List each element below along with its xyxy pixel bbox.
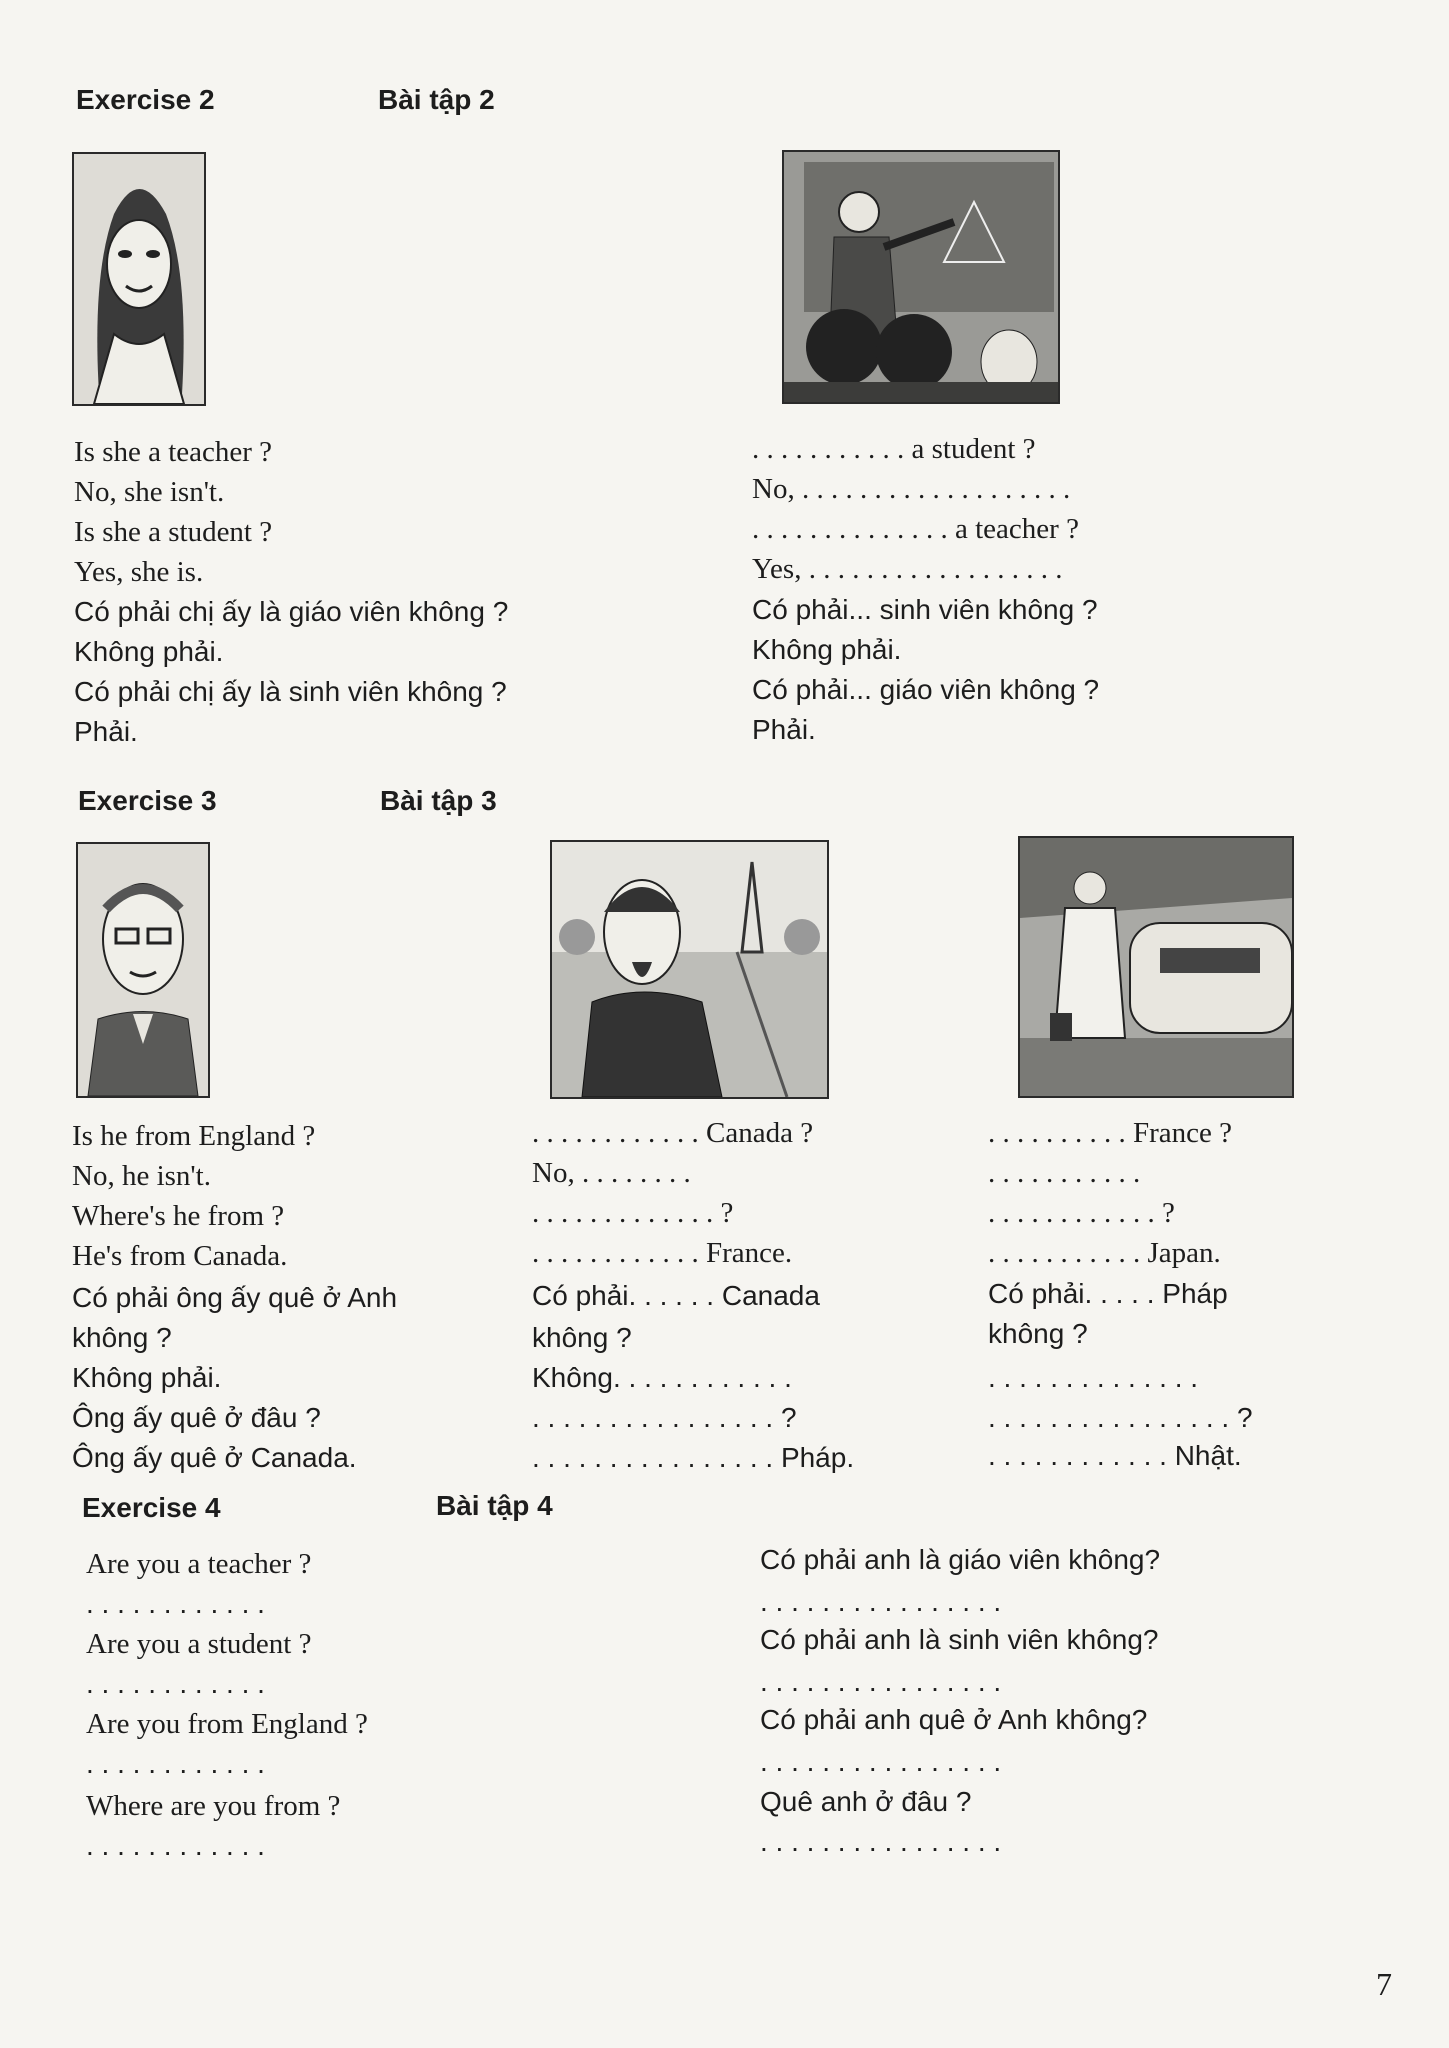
ex2-left-line: Có phải chị ấy là sinh viên không ? xyxy=(74,676,507,707)
ex4-left-question: Are you a teacher ? xyxy=(86,1548,312,1580)
ex2-right-line: Phải. xyxy=(752,714,816,745)
ex3-col1-line: Ông ấy quê ở đâu ? xyxy=(72,1402,321,1433)
woman-train-station-image xyxy=(1018,836,1294,1098)
ex4-right-answer-blank: . . . . . . . . . . . . . . . . xyxy=(760,1586,1002,1617)
ex2-right-line: . . . . . . . . . . . . . . a teacher ? xyxy=(752,513,1079,545)
ex2-left-line: Có phải chị ấy là giáo viên không ? xyxy=(74,596,509,627)
ex3-col2-line: Có phải. . . . . . Canada xyxy=(532,1280,820,1311)
exercise-4-heading: Exercise 4 xyxy=(82,1492,221,1523)
ex3-col3-line: . . . . . . . . . . . . . . xyxy=(988,1362,1199,1393)
ex3-col1-line: Ông ấy quê ở Canada. xyxy=(72,1442,357,1473)
ex2-right-line: No, . . . . . . . . . . . . . . . . . . . xyxy=(752,473,1071,505)
ex3-col1-line: Where's he from ? xyxy=(72,1200,285,1232)
classroom-teacher-image xyxy=(782,150,1060,404)
ex3-col2-line: . . . . . . . . . . . . . . . . Pháp. xyxy=(532,1442,855,1473)
ex3-col3-line: Có phải. . . . . Pháp xyxy=(988,1278,1228,1309)
ex3-col2-line: . . . . . . . . . . . . . . . . ? xyxy=(532,1402,797,1433)
ex4-left-question: Are you a student ? xyxy=(86,1628,312,1660)
ex3-col1-line: không ? xyxy=(72,1322,172,1353)
ex3-col1-line: He's from Canada. xyxy=(72,1240,288,1272)
ex4-right-answer-blank: . . . . . . . . . . . . . . . . xyxy=(760,1666,1002,1697)
ex3-col2-line: Không. . . . . . . . . . . . xyxy=(532,1362,792,1393)
ex2-left-line: No, she isn't. xyxy=(74,476,225,508)
ex4-right-question: Có phải anh là giáo viên không? xyxy=(760,1544,1161,1575)
ex4-left-answer-blank: . . . . . . . . . . . . xyxy=(86,1668,265,1699)
ex2-right-line: . . . . . . . . . . . a student ? xyxy=(752,433,1036,465)
man-glasses-portrait-image xyxy=(76,842,210,1098)
exercise-3-heading-vn: Bài tập 3 xyxy=(380,785,497,816)
ex4-right-question: Có phải anh là sinh viên không? xyxy=(760,1624,1159,1655)
ex3-col1-line: No, he isn't. xyxy=(72,1160,211,1192)
ex4-left-answer-blank: . . . . . . . . . . . . xyxy=(86,1748,265,1779)
exercise-2-heading-vn: Bài tập 2 xyxy=(378,84,495,115)
woman-portrait-image xyxy=(72,152,206,406)
ex3-col1-line: Is he from England ? xyxy=(72,1120,316,1152)
ex3-col3-line: . . . . . . . . . . . xyxy=(988,1157,1141,1189)
ex2-right-line: Có phải... sinh viên không ? xyxy=(752,594,1098,625)
ex3-col2-line: . . . . . . . . . . . . Canada ? xyxy=(532,1117,814,1149)
ex3-col3-line: . . . . . . . . . . . . ? xyxy=(988,1197,1175,1229)
ex3-col2-line: không ? xyxy=(532,1322,632,1353)
ex4-left-answer-blank: . . . . . . . . . . . . xyxy=(86,1830,265,1861)
ex2-right-line: Có phải... giáo viên không ? xyxy=(752,674,1100,705)
ex4-left-question: Are you from England ? xyxy=(86,1708,368,1740)
ex3-col3-line: . . . . . . . . . . . . Nhật. xyxy=(988,1440,1242,1471)
ex2-right-line: Không phải. xyxy=(752,634,902,665)
exercise-4-heading-vn: Bài tập 4 xyxy=(436,1490,553,1521)
ex3-col3-line: . . . . . . . . . . . Japan. xyxy=(988,1237,1221,1269)
ex3-col3-line: không ? xyxy=(988,1318,1088,1349)
ex4-right-answer-blank: . . . . . . . . . . . . . . . . xyxy=(760,1826,1002,1857)
page-number: 7 xyxy=(1376,1966,1392,2002)
ex4-left-answer-blank: . . . . . . . . . . . . xyxy=(86,1588,265,1619)
ex4-left-question: Where are you from ? xyxy=(86,1790,341,1822)
ex2-left-line: Is she a student ? xyxy=(74,516,273,548)
ex3-col1-line: Không phải. xyxy=(72,1362,222,1393)
ex2-right-line: Yes, . . . . . . . . . . . . . . . . . . xyxy=(752,553,1063,585)
ex3-col3-line: . . . . . . . . . . . . . . . . ? xyxy=(988,1402,1253,1433)
ex3-col2-line: . . . . . . . . . . . . . ? xyxy=(532,1197,734,1229)
ex2-left-line: Yes, she is. xyxy=(74,556,204,588)
ex2-left-line: Không phải. xyxy=(74,636,224,667)
ex3-col2-line: . . . . . . . . . . . . France. xyxy=(532,1237,793,1269)
ex3-col2-line: No, . . . . . . . . xyxy=(532,1157,691,1189)
ex3-col1-line: Có phải ông ấy quê ở Anh xyxy=(72,1282,398,1313)
ex3-col3-line: . . . . . . . . . . France ? xyxy=(988,1117,1233,1149)
ex4-right-question: Có phải anh quê ở Anh không? xyxy=(760,1704,1148,1735)
exercise-3-heading: Exercise 3 xyxy=(78,785,217,816)
ex4-right-question: Quê anh ở đâu ? xyxy=(760,1786,972,1817)
ex2-left-line: Phải. xyxy=(74,716,138,747)
ex2-left-line: Is she a teacher ? xyxy=(74,436,273,468)
exercise-2-heading: Exercise 2 xyxy=(76,84,215,115)
ex4-right-answer-blank: . . . . . . . . . . . . . . . . xyxy=(760,1746,1002,1777)
man-paris-image xyxy=(550,840,829,1099)
